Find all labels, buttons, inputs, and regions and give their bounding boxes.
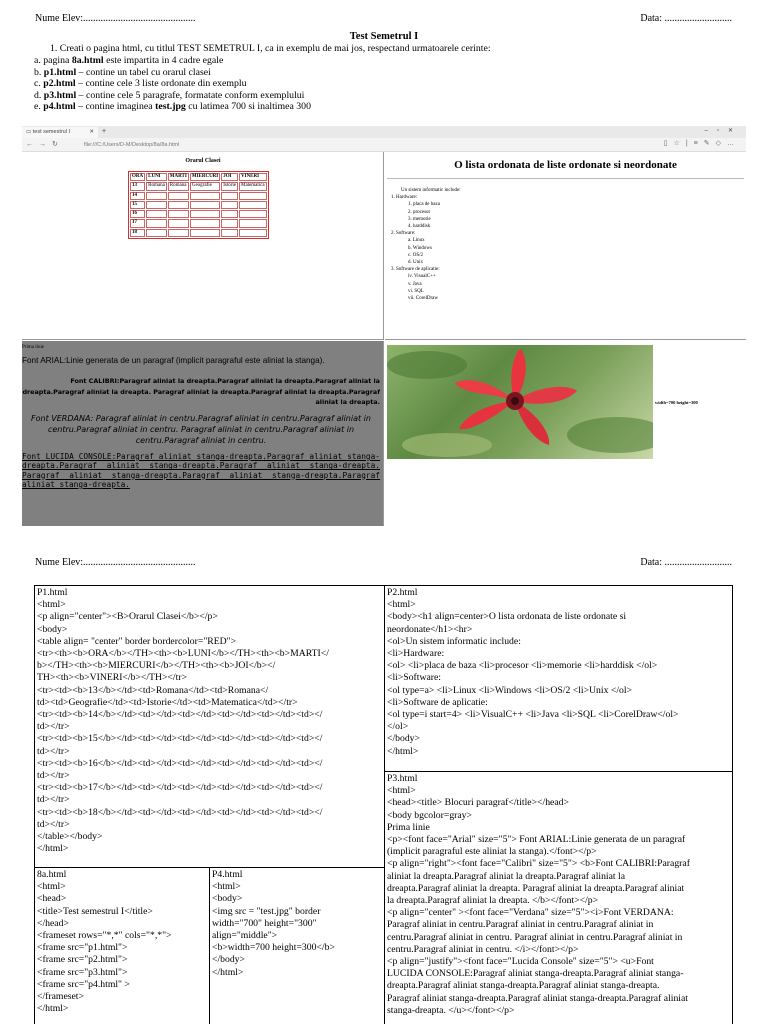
schedule-title: Orarul Clasei — [185, 158, 221, 164]
table-cell — [239, 229, 267, 237]
code-line: (implicit paragraful este aliniat la stanga).</font></p> — [387, 846, 597, 858]
code-line: <tr><td><b>14</b></td><td></td><td></td><td></td><td></td><td></ — [37, 709, 323, 721]
table-cell — [239, 192, 267, 200]
code-line: neordonate</h1><hr> — [387, 623, 473, 635]
table-cell: Geografie — [190, 182, 220, 190]
table-cell — [190, 192, 220, 200]
requirement-text: c. — [34, 78, 44, 90]
code-line: Paragraf aliniat in centru.Paragraf aliniat in centru.Paragraf aliniat in — [387, 919, 654, 931]
code-line: <body> — [37, 623, 68, 635]
list-marker: a. — [408, 238, 412, 244]
list-item — [391, 230, 461, 237]
list-label: memorie — [413, 216, 431, 222]
code-line: </html> — [387, 745, 419, 757]
code-line: td></tr> — [37, 721, 70, 733]
code-line: <ol> <li>placa de baza <li>procesor <li>memorie <li>harddisk </ol> — [387, 660, 658, 672]
close-icon[interactable]: ✕ — [89, 129, 94, 135]
list-marker: 3. — [408, 216, 412, 222]
table-row — [130, 182, 267, 190]
sublist-item — [391, 281, 461, 288]
table-cell — [239, 219, 267, 227]
paragraph-calibri: Font CALIBRI:Paragraf aliniat la dreapta.Paragraf aliniat la dreapta.Paragraf aliniat la dreapta.Paragraf aliniat la dreapta. Paragraf aliniat la dreapta.Paragraf aliniat la dreapta.Paragraf aliniat la dreapta. — [22, 377, 380, 406]
code-line: <frameset rows="*,*" cols="*,*"> — [37, 930, 172, 942]
requirement-item — [34, 90, 311, 102]
table-cell — [146, 219, 167, 227]
code-line: <img src = "test.jpg" border — [212, 905, 321, 917]
code-line: <tr><td><b>16</b></td><td></td><td></td><td></td><td></td><td></ — [37, 757, 323, 769]
table-cell — [221, 192, 238, 200]
code-line: <li>Hardware: — [387, 648, 445, 660]
list-marker: v. — [408, 281, 412, 287]
code-line: </body> — [387, 733, 420, 745]
table-cell: 13 — [130, 182, 145, 190]
code-line: <body bgcolor=gray> — [387, 809, 472, 821]
requirement-text: – contine imaginea — [75, 101, 156, 113]
sublist-item — [391, 252, 461, 259]
frame-p2 — [385, 152, 746, 340]
list-item — [391, 194, 461, 201]
code-line: </html> — [212, 966, 244, 978]
list-label: SQL — [414, 288, 424, 294]
table-cell — [146, 229, 167, 237]
list-marker: 2. — [391, 231, 395, 237]
code-line: <p align="center"><B>Orarul Clasei</b></p> — [37, 611, 218, 623]
code-line: <p align="center" ><font face="Verdana" size="5"><i>Font VERDANA: — [387, 907, 674, 919]
code-line: <body><h1 align=center>O lista ordonata de liste ordonate si — [387, 611, 627, 623]
requirement-text: a. pagina — [34, 55, 72, 66]
list-label: Windows — [412, 245, 432, 251]
code-line: P4.html — [212, 869, 243, 880]
table-cell — [146, 201, 167, 209]
code-line: width="700" height="300" — [212, 917, 317, 929]
table-cell — [190, 219, 220, 227]
sublist-item — [391, 201, 461, 208]
table-cell — [168, 229, 189, 237]
code-line: <frame src="p2.html"> — [37, 954, 128, 966]
code-line: dreapta.Paragraf aliniat stanga-dreapta.Paragraf aliniat stanga-dreapta. — [387, 980, 660, 992]
requirement-item — [34, 101, 311, 113]
code-line: P1.html — [37, 587, 68, 598]
table-header-cell: MARTI — [168, 173, 189, 181]
sublist-item — [391, 288, 461, 295]
code-line: align="middle"> — [212, 930, 278, 942]
code-line: <ol>Un sistem informatic include: — [387, 635, 521, 647]
list-label: VisualC++ — [414, 274, 436, 280]
schedule-table — [128, 171, 269, 239]
new-tab-icon[interactable]: + — [102, 128, 107, 135]
code-line: td></tr> — [37, 794, 70, 806]
list-intro: Un sistem informatic include: — [401, 188, 461, 193]
requirement-file: 8a.html — [71, 55, 104, 66]
list-label: OS/2 — [412, 252, 424, 258]
requirement-text: – contine cele 5 paragrafe, formatate conform exemplului — [76, 89, 305, 101]
list-marker: 4. — [408, 224, 412, 230]
student-name-line-2: Nume Elev:............................................. — [35, 557, 196, 568]
list-marker: c. — [408, 252, 412, 258]
sublist-item — [391, 273, 461, 280]
lists-heading: O lista ordonata de liste ordonate si neordonate — [454, 159, 677, 171]
table-cell: Istorie — [221, 182, 238, 190]
date-line: Data: ........................... — [640, 13, 732, 24]
code-line: <b>width=700 height=300</b> — [212, 942, 335, 954]
list-marker: d. — [408, 260, 412, 266]
table-cell — [239, 201, 267, 209]
code-line: <frame src="p3.html"> — [37, 966, 128, 978]
table-cell: 16 — [130, 210, 145, 218]
first-line: Prima linie — [22, 345, 45, 350]
requirement-text: d. — [34, 89, 44, 101]
paragraph-arial: Font ARIAL:Linie generata de un paragraf (implicit paragraful este aliniat la stanga). — [22, 356, 325, 365]
requirement-file: p1.html — [43, 66, 77, 78]
page-title: Test Semetrul I — [349, 31, 419, 42]
table-header-cell: MIERCURI — [190, 173, 220, 181]
window-controls[interactable]: –▫✕ — [704, 128, 742, 134]
code-line: stanga-dreapta. </u></font></p> — [387, 1004, 515, 1016]
frame-p4 — [385, 341, 746, 526]
task-statement: 1. Creati o pagina html, cu titlul TEST SEMETRUL I, ca in exemplu de mai jos, respectand urmatoarele cerinte: — [50, 43, 491, 54]
code-line: <tr><td><b>13</b></td><td>Romana</td><td>Romana</ — [37, 684, 269, 696]
requirement-text: b. — [34, 66, 44, 78]
flower-image — [387, 345, 653, 459]
code-line: <title>Test semestrul I</title> — [37, 905, 153, 917]
table-cell — [168, 201, 189, 209]
code-line: P3.html — [387, 773, 418, 784]
code-line: aliniat la dreapta.Paragraf aliniat la dreapta.Paragraf aliniat la — [387, 870, 626, 882]
requirement-text: – contine cele 3 liste ordonate din exemplu — [75, 78, 247, 90]
code-line: td></tr> — [37, 818, 70, 830]
url-field[interactable]: file:///C:/Users/D-M/Desktop/8a/8a.html — [84, 142, 180, 148]
requirements-list — [34, 55, 311, 113]
sublist-item — [391, 245, 461, 252]
list-label: procesor — [413, 209, 431, 215]
list-marker: vi. — [408, 288, 414, 294]
requirement-text: este impartita in 4 cadre egale — [103, 55, 224, 66]
list-marker: 3. — [391, 267, 395, 273]
browser-tab-bar — [22, 126, 746, 138]
code-line: <ol type=i start=4> <li>VisualC++ <li>Java <li>SQL <li>CorelDraw</ol> — [387, 709, 679, 721]
code-line: </table></body> — [37, 831, 103, 843]
list-label: placa de baza — [413, 202, 440, 208]
code-line: <frame src="p4.html" > — [37, 978, 130, 990]
table-cell — [239, 210, 267, 218]
code-line: <tr><th><b>ORA</b></TH><th><b>LUNI</b></TH><th><b>MARTI</ — [37, 648, 329, 660]
code-8a — [34, 867, 210, 1024]
frame-p3 — [22, 341, 384, 526]
table-cell: 15 — [130, 201, 145, 209]
code-line: </head> — [37, 917, 69, 929]
requirement-text: cu latimea 700 si inaltimea 300 — [185, 101, 311, 113]
code-line: <p align="right"><font face="Calibri" size="5"> <b>Font CALIBRI:Paragraf — [387, 858, 690, 870]
code-line: <ol type=a> <li>Linux <li>Windows <li>OS/2 <li>Unix </ol> — [387, 684, 633, 696]
paragraph-lucida: Font LUCIDA CONSOLE:Paragraf aliniat stanga-dreapta.Paragraf aliniat stanga-dreapta.Paragraf aliniat stanga-dreapta.Paragraf aliniat stanga-dreapta. Paragraf aliniat stanga-dreapta.Paragraf aliniat stanga-dreapta.Paragraf aliniat stanga-dreapta. — [22, 452, 380, 489]
table-cell — [221, 201, 238, 209]
list-label: harddisk — [413, 224, 431, 230]
code-line: <head> — [37, 893, 67, 905]
table-cell — [190, 210, 220, 218]
browser-tab[interactable]: ▭ test semestrul I ✕ — [22, 127, 98, 138]
table-header-cell: JOI — [221, 173, 238, 181]
list-marker: iv. — [408, 274, 413, 280]
table-cell: Romana — [146, 182, 167, 190]
table-cell — [190, 201, 220, 209]
table-header-row — [130, 173, 267, 181]
paragraph-verdana: Font VERDANA: Paragraf aliniat in centru.Paragraf aliniat in centru.Paragraf aliniat in centru.Paragraf aliniat in centru. Paragraf aliniat in centru.Paragraf aliniat in centru.Paragraf aliniat in centru. — [31, 414, 371, 445]
horizontal-rule — [387, 178, 744, 179]
browser-screenshot — [22, 126, 746, 526]
table-row — [130, 192, 267, 200]
table-cell: 18 — [130, 229, 145, 237]
code-line: la dreapta.Paragraf aliniat la dreapta. </b></font></p> — [387, 895, 599, 907]
code-line: <html> — [37, 881, 66, 893]
code-line: </html> — [37, 843, 69, 855]
table-header-cell: LUNI — [146, 173, 167, 181]
student-name-line: Nume Elev:............................................. — [35, 13, 196, 24]
code-line: </html> — [37, 1003, 69, 1015]
list-marker: 1. — [391, 195, 395, 201]
sublist-item — [391, 216, 461, 223]
code-line: LUCIDA CONSOLE:Paragraf aliniat stanga-dreapta.Paragraf aliniat stanga- — [387, 968, 684, 980]
table-cell — [168, 192, 189, 200]
requirement-file: p2.html — [43, 78, 76, 90]
table-cell: 17 — [130, 219, 145, 227]
table-cell — [190, 229, 220, 237]
code-p2 — [384, 585, 733, 772]
navigation-icons[interactable]: ←→↻ — [26, 141, 64, 148]
code-line: TH><th><b>VINERI</b></TH></tr> — [37, 672, 187, 684]
requirement-text: – contine un tabel cu orarul clasei — [76, 66, 211, 78]
code-line: <li>Software de aplicatie: — [387, 696, 488, 708]
list-label: Unix — [413, 260, 423, 266]
list-marker: 1. — [408, 202, 412, 208]
requirement-item — [34, 55, 311, 67]
code-line: td></tr> — [37, 745, 70, 757]
code-line: <p align="justify"><font face="Lucida Console" size="5"> <u>Font — [387, 956, 654, 968]
sublist-item — [391, 209, 461, 216]
table-row — [130, 229, 267, 237]
sublist-item — [391, 223, 461, 230]
image-dimensions-label: width=700 height=300 — [655, 400, 698, 405]
list-label: Linux — [412, 238, 425, 244]
code-line: </frameset> — [37, 991, 84, 1003]
ordered-lists — [391, 187, 461, 302]
code-line: <html> — [387, 599, 416, 611]
requirement-file: test.jpg — [155, 101, 186, 113]
date-line-2: Data: ........................... — [640, 557, 732, 568]
requirement-item — [34, 78, 311, 90]
table-cell — [221, 219, 238, 227]
table-cell: 14 — [130, 192, 145, 200]
table-header-cell: ORA — [130, 173, 145, 181]
code-p4 — [209, 867, 385, 1024]
code-line: P2.html — [387, 587, 418, 598]
requirement-file: p3.html — [43, 89, 77, 101]
table-cell — [168, 219, 189, 227]
code-line: <body> — [212, 893, 243, 905]
code-line: <tr><td><b>17</b></td><td></td><td></td><td></td><td></td><td></ — [37, 782, 323, 794]
toolbar-icons[interactable]: ▯☆|≡✎◇… — [663, 140, 740, 147]
code-line: <frame src="p1.html"> — [37, 942, 128, 954]
table-cell — [221, 229, 238, 237]
code-line: <html> — [212, 881, 241, 893]
table-cell — [221, 210, 238, 218]
requirement-text: e. — [34, 101, 44, 113]
list-label: Software de aplicatie: — [396, 267, 440, 273]
code-line: <tr><td><b>18</b></td><td></td><td></td><td></td><td></td><td></ — [37, 806, 323, 818]
frame-p1 — [22, 152, 384, 340]
code-line: td></tr> — [37, 770, 70, 782]
code-p1 — [34, 585, 385, 868]
code-line: <li>Software: — [387, 672, 441, 684]
table-row — [130, 210, 267, 218]
list-label: CorelDraw — [415, 296, 438, 302]
requirement-item — [34, 67, 311, 79]
address-bar — [22, 138, 746, 152]
table-cell: Romana — [168, 182, 189, 190]
code-line: <head><title> Blocuri paragraf</title></head> — [387, 797, 569, 809]
browser-tab-title: test semestrul I — [32, 129, 71, 135]
list-marker: b. — [408, 245, 412, 251]
requirement-file: p4.html — [43, 101, 76, 113]
code-line: Prima linie — [387, 821, 430, 833]
list-item — [391, 266, 461, 273]
table-row — [130, 201, 267, 209]
sublist-item — [391, 259, 461, 266]
list-marker: vii. — [408, 296, 415, 302]
code-line: </body> — [212, 954, 245, 966]
list-label: Hardware: — [396, 195, 418, 201]
code-line: <p><font face="Arial" size="5"> Font ARIAL:Linie generata de un paragraf — [387, 834, 686, 846]
code-p3 — [384, 771, 733, 1024]
list-label: Software: — [396, 231, 416, 237]
code-line: <table align= "center" border bordercolor="RED"> — [37, 635, 237, 647]
sublist-item — [391, 295, 461, 302]
code-line: <tr><td><b>15</b></td><td></td><td></td><td></td><td></td><td></ — [37, 733, 323, 745]
code-line: td><td>Geografie</td><td>Istorie</td><td>Matematica</td></tr> — [37, 696, 298, 708]
table-header-cell: VINERI — [239, 173, 267, 181]
list-label: Java — [412, 281, 422, 287]
table-row — [130, 219, 267, 227]
code-line: </ol> — [387, 721, 409, 733]
code-line: 8a.html — [37, 869, 67, 880]
table-cell — [146, 210, 167, 218]
code-line: <html> — [37, 599, 66, 611]
table-cell — [168, 210, 189, 218]
sublist-item — [391, 237, 461, 244]
code-line: dreapta.Paragraf aliniat la dreapta. Paragraf aliniat la dreapta.Paragraf aliniat — [387, 882, 685, 894]
flower-illustration — [387, 345, 653, 459]
code-line: Paragraf aliniat stanga-dreapta.Paragraf aliniat stanga-dreapta.Paragraf aliniat — [387, 992, 688, 1004]
code-line: centru.Paragraf aliniat in centru. Paragraf aliniat in centru.Paragraf aliniat in — [387, 931, 683, 943]
code-line: b></TH><th><b>MIERCURI</b></TH><th><b>JOI</b></ — [37, 660, 276, 672]
code-line: centru.Paragraf aliniat in centru. </i></font></p> — [387, 943, 579, 955]
table-cell — [146, 192, 167, 200]
table-cell: Matematica — [239, 182, 267, 190]
code-line: <html> — [387, 785, 416, 797]
list-marker: 2. — [408, 209, 412, 215]
